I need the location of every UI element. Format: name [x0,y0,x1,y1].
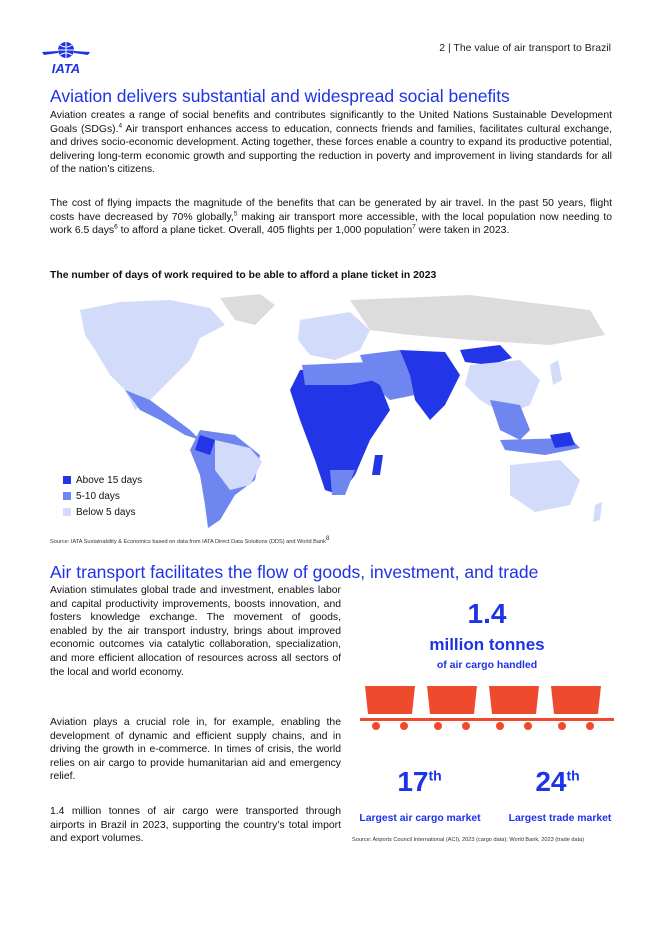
cargo-unit: million tonnes [429,635,545,654]
cargo-description: of air cargo handled [436,659,538,671]
page-header: 2 | The value of air transport to Brazil [439,42,611,54]
map-europe [298,312,370,360]
logo-text: IATA [51,61,81,76]
section1-title: Aviation delivers substantial and widespread social benefits [50,86,510,106]
rank-trade: 24th [535,766,580,797]
map-legend [63,472,142,520]
legend-label: 5-10 days [76,490,120,502]
legend-swatch [63,476,71,484]
section1-paragraph-1: Aviation creates a range of social benefits and contributes significantly to the United Nations Sustainable Development Goals (SDGs).$^4$ Air transport enhances access to education, connects friends and families, facilitates cultural exchange, and drives socio-economic development. Acting together, these forces enable a country to expand its productive potential, delivering long-term economic growth and supporting the reduction in poverty and improvement in living standards for all of the nation’s citizens. [50,110,612,176]
map-australia [510,460,580,512]
rank-trade-label: Largest trade market [508,813,612,824]
map-south-africa [330,470,355,495]
section2-title: Air transport facilitates the flow of goods, investment, and trade [50,562,539,582]
iata-logo [40,40,92,76]
legend-label: Below 5 days [76,506,136,518]
section2-paragraph-1: Aviation stimulates global trade and investment, enables labor and capital productivity improvements, boosts innovation, and fosters knowledge exchange. The movement of goods, enabled by the air transport industry, brings about improved economic outcomes via catalytic collaboration, specialization, and more efficient allocation of resources across all sectors of the local and world economy. [50,585,341,678]
map-central-america [125,390,200,440]
map-source: Source: IATA Sustainability & Economics based on data from IATA Direct Data Solutions (DDS) and World Bank8 [50,535,330,545]
section1-paragraph-2: The cost of flying impacts the magnitude of the benefits that can be generated by air travel. In the past 50 years, flight costs have decreased by 70% globally,$^5$ making air transport more accessible, with the local population now needing to work 6.5 days$^6$ to afford a plane ticket. Overall, 405 flights per 1,000 population$^7$ were taken in 2023. [50,198,613,237]
rank-air-cargo: 17th [397,766,442,797]
section2-paragraph-2: Aviation plays a crucial role in, for example, enabling the development of dynamic and efficient supply chains, and in driving the growth in e-commerce. In times of crisis, the world relies on air cargo to provide humanitarian aid and emergency relief. [50,717,341,783]
rank-air-cargo-label: Largest air cargo market [359,813,481,824]
legend-item-above-15 [63,472,142,488]
map-madagascar [372,455,383,475]
legend-label: Above 15 days [76,474,143,486]
cargo-train-icon [360,684,614,734]
map-north-america [80,300,225,410]
cargo-value: 1.4 [467,598,507,629]
map-japan [550,360,562,385]
map-north-africa [302,362,375,385]
legend-swatch [63,492,71,500]
legend-item-5-10 [63,488,142,504]
map-new-zealand [593,502,602,522]
map-russia [350,295,605,345]
legend-swatch [63,508,71,516]
map-title: The number of days of work required to be able to afford a plane ticket in 2023 [50,270,437,281]
section2-paragraph-3: 1.4 million tonnes of air cargo were transported through airports in Brazil in 2023, supporting the country’s total import and export volumes. [50,806,341,845]
legend-item-below-5 [63,504,142,520]
map-greenland [220,294,275,325]
stats-source: Source: Airports Council International (ACI), 2023 (cargo data); World Bank, 2023 (trade data) [352,837,585,843]
